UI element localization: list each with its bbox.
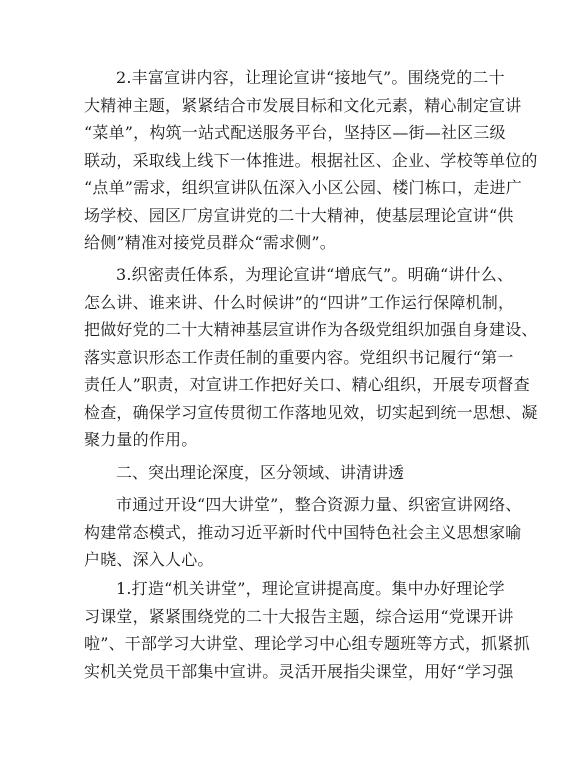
paragraph-line: 市通过开设“四大讲堂”，整合资源力量、织密宣讲网络、 [116,495,522,514]
paragraph-line: 实机关党员干部集中宣讲。灵活开展指尖课堂，用好“学习强 [84,661,514,681]
paragraph-line: 落实意识形态工作责任制的重要内容。党组织书记履行“第一 [84,347,514,367]
paragraph-line: 责任人”职责，对宣讲工作把好关口、精心组织，开展专项督查 [84,375,530,394]
paragraph-agency-lecture-hall [84,575,530,685]
paragraph-enrich-content [84,64,538,257]
paragraph-line: “菜单”，构筑一站式配送服务平台，坚持区—街—社区三级 [84,123,506,142]
paragraph-line: 构建常态模式，推动习近平新时代中国特色社会主义思想家喻 [84,522,522,542]
paragraph-line: 1.打造“机关讲堂”，理论宣讲提高度。集中办好理论学 [116,579,505,598]
paragraph-four-lecture-halls [84,491,522,574]
paragraph-line: 把做好党的二十大精神基层宣讲作为各级党组织加强自身建设、 [84,320,538,339]
paragraph-line: 聚力量的作用。 [84,430,198,449]
section-heading: 二、突出理论深度，区分领域、讲清讲透 [116,463,405,482]
paragraph-line: 怎么讲、谁来讲、什么时候讲”的“四讲”工作运行保障机制， [84,292,515,312]
paragraph-line: 大精神主题，紧紧结合市发展目标和文化元素，精心制定宣讲 [84,95,522,115]
paragraph-line: 2.丰富宣讲内容，让理论宣讲“接地气”。围绕党的二十 [116,68,505,87]
paragraph-line: 啦”、干部学习大讲堂、理论学习中心组专题班等方式，抓紧抓 [84,634,530,653]
paragraph-line: 场学校、园区厂房宣讲党的二十大精神，使基层理论宣讲“供 [84,205,514,225]
paragraph-line: 习课堂，紧紧围绕党的二十大报告主题，综合运用“党课开讲 [84,606,514,626]
paragraph-responsibility-system [84,261,538,454]
paragraph-line: 3.织密责任体系，为理论宣讲“增底气”。明确“讲什么、 [116,265,514,284]
paragraph-line: 给侧”精准对接党员群众“需求侧”。 [84,233,336,252]
paragraph-line: 联动，采取线上线下一体推进。根据社区、企业、学校等单位的 [84,150,538,170]
paragraph-line: 检查，确保学习宣传贯彻工作落地见效，切实起到统一思想、凝 [84,402,538,422]
paragraph-line: “点单”需求，组织宣讲队伍深入小区公园、楼门栋口，走进广 [84,178,522,197]
paragraph-line: 户晓、深入人心。 [84,550,214,569]
